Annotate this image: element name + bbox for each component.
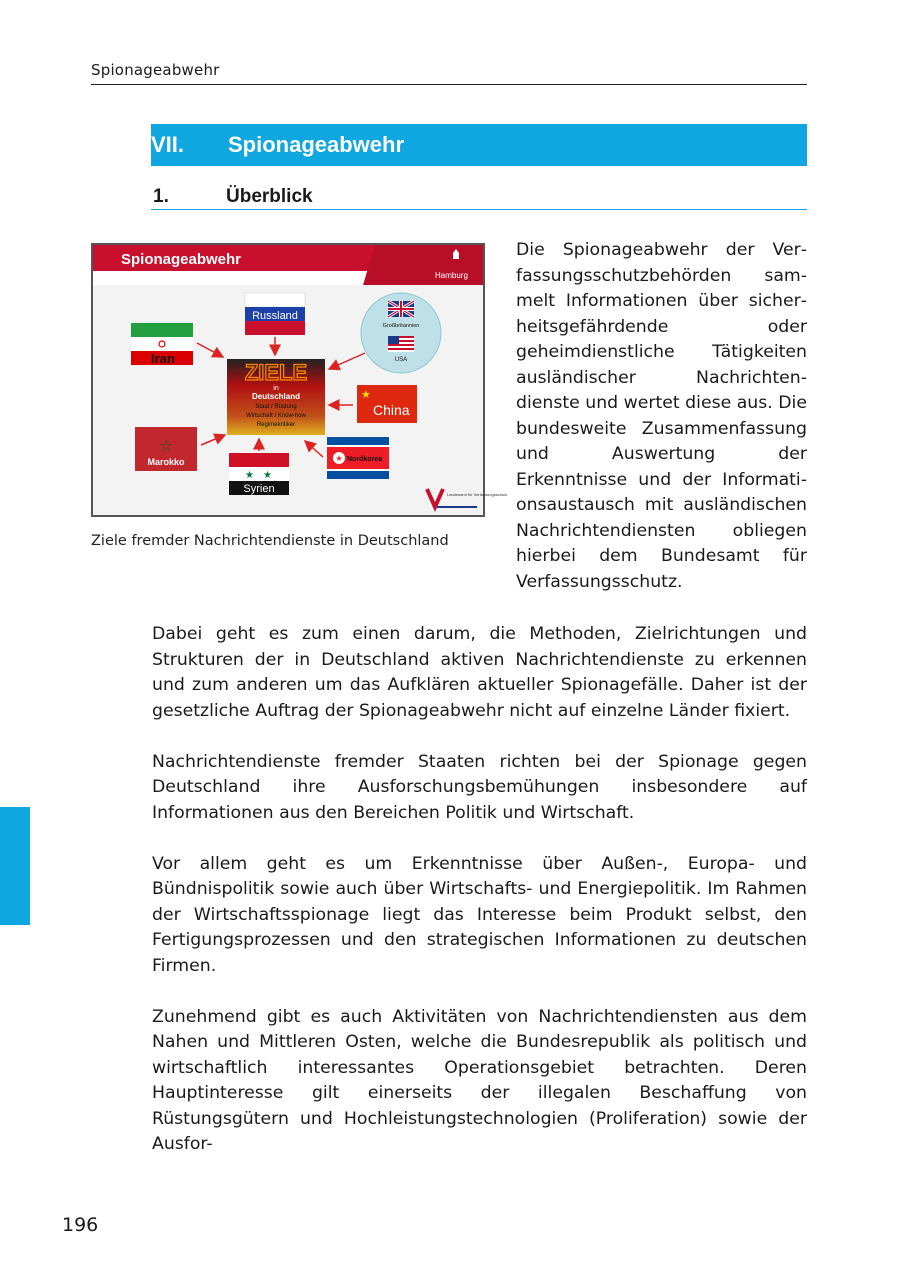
paragraph: Zunehmend gibt es auch Aktivitäten von Nachrichtendiensten aus dem Nahen und Mittleren Osten, welche die Bundesrepublik als politisch und wirtschaftlich interessantes Operationsgebiet betrachten. Deren Hauptinteresse gilt einerseits der illegalen Beschaffung von Rüstungsgütern und Hochleistungstechnologien (Proliferation) sowie der Ausfor- — [152, 1006, 807, 1154]
label-china: China — [373, 402, 410, 418]
flag-usa — [388, 336, 414, 352]
flag-iran — [131, 323, 193, 366]
paragraph: Vor allem geht es um Erkenntnisse über Außen-, Europa- und Bündnispolitik sowie auch über Wirtschafts- und Energiepolitik. Im Rahmen der Wirtschaftsspionage liegt das Interesse beim Produkt selbst, den Fertigungsprozessen und den strategischen Informationen zu deutschen Firmen. — [152, 853, 807, 976]
verfassungsschutz-logo — [427, 489, 507, 507]
label-iran: Iran — [151, 351, 175, 366]
uk-usa-circle — [361, 293, 441, 373]
arrow-uk-usa — [329, 353, 365, 369]
chapter-title: Spionageabwehr — [228, 132, 405, 157]
ziele-item: Regimekritiker — [256, 422, 296, 428]
label-uk: Großbritannien — [382, 323, 420, 329]
chapter-thumb-tab — [0, 807, 30, 925]
running-header: Spionageabwehr — [91, 61, 807, 85]
body-text — [152, 622, 807, 1158]
flag-nordkorea — [327, 437, 389, 479]
label-syrien: Syrien — [243, 483, 275, 495]
ziele-item: Staat / Rüstung — [255, 404, 297, 410]
section-heading — [151, 186, 807, 210]
section-number: 1. — [153, 186, 169, 207]
ziele-in: in — [273, 385, 279, 392]
paragraph: Dabei geht es zum einen darum, die Methoden, Zielrichtungen und Strukturen der in Deutschland aktiven Nachrichtendienste zu erkennen und zum anderen um das Aufklären aktueller Spionagefälle. Daher ist der gesetzliche Auftrag der Spionageabwehr nicht auf einzelne Länder fixiert. — [152, 624, 807, 721]
syrien-star-icon: ★ — [263, 470, 272, 481]
slide-city: Hamburg — [435, 271, 468, 280]
intro-paragraph: Die Spionageabwehr der Verfassungsschutzbehörden sammelt Informationen über sicherheitsgefährdende oder geheimdienstliche Tätigkeiten ausländischer Nachrichtendienste und wertet diese aus. Die bundesweite Zusammenfassung und Auswertung der Erkenntnisse und der Informationsaustausch mit ausländischen Nachrichtendiensten obliegen hierbei dem Bundesamt für Verfassungsschutz. — [516, 240, 807, 592]
ziele-item: Wirtschaft / Know-how — [246, 413, 306, 419]
flag-china — [357, 385, 417, 423]
section-title: Überblick — [226, 186, 313, 207]
paragraph: Nachrichtendienste fremder Staaten richten bei der Spionage gegen Deutschland ihre Ausforschungsbemühungen insbesondere auf Informationen aus den Bereichen Politik und Wirtschaft. — [152, 751, 807, 823]
flag-marokko — [135, 427, 197, 471]
chapter-heading — [151, 124, 807, 166]
arrow-nordkorea — [305, 441, 323, 457]
chapter-number: VII. — [151, 132, 185, 157]
flag-syrien — [229, 453, 289, 495]
flag-russland — [245, 293, 305, 335]
page-number: 196 — [62, 1214, 99, 1236]
label-usa: USA — [394, 357, 408, 363]
ziele-heading: ZIELE — [244, 360, 308, 385]
slide-title: Spionageabwehr — [121, 251, 242, 268]
label-marokko: Marokko — [147, 457, 185, 467]
china-star-icon: ★ — [361, 388, 371, 401]
figure-spionageabwehr-slide — [91, 243, 508, 517]
svg-text:★: ★ — [335, 454, 343, 463]
figure-caption: Ziele fremder Nachrichtendienste in Deutschland — [91, 533, 449, 549]
arrow-iran — [197, 343, 223, 357]
label-nordkorea: Nordkorea — [347, 456, 383, 463]
arrow-marokko — [201, 435, 225, 445]
marokko-star-icon: ☆ — [158, 436, 174, 455]
syrien-star-icon: ★ — [245, 470, 254, 481]
logo-text: Landesamt für Verfassungsschutz — [447, 492, 508, 497]
ziele-country: Deutschland — [251, 392, 301, 401]
label-russland: Russland — [252, 310, 298, 322]
